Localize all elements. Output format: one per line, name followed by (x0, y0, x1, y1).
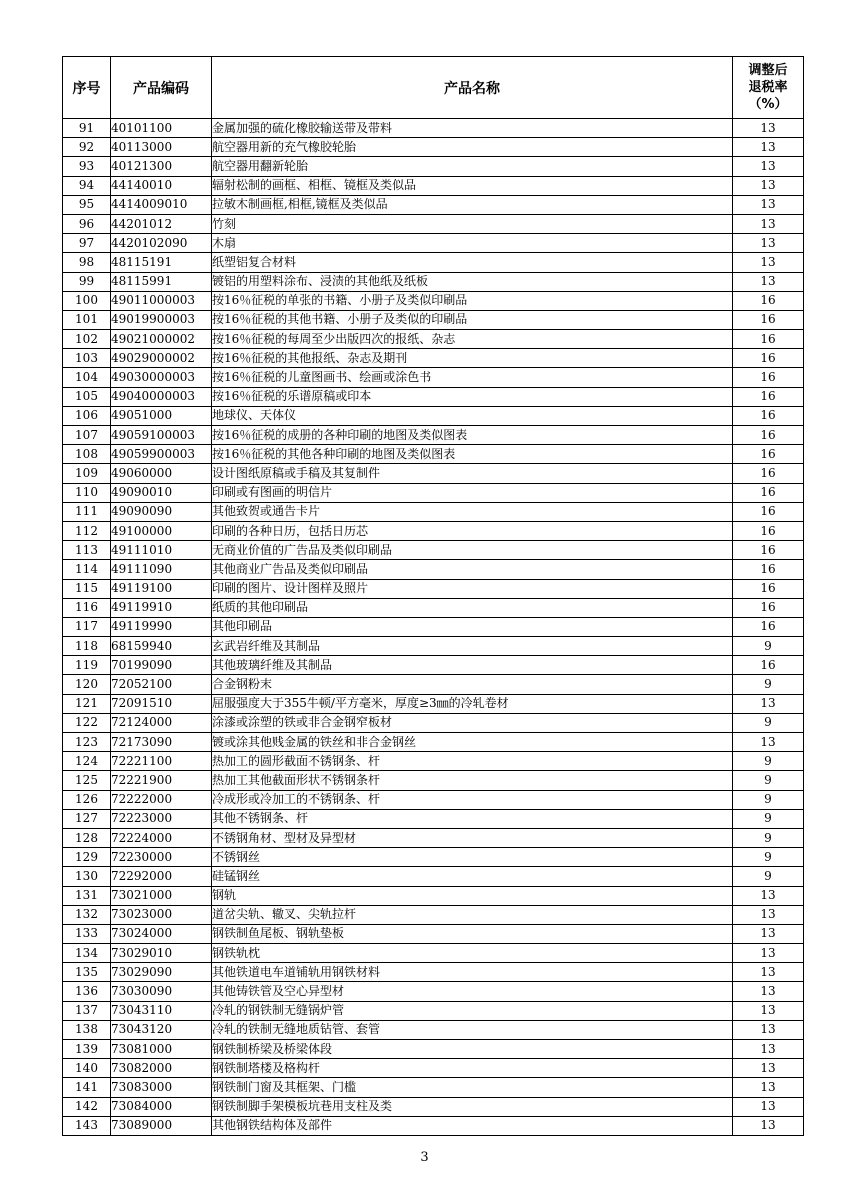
row-rate: 13 (733, 253, 804, 272)
row-name: 纸塑铝复合材料 (212, 253, 733, 272)
row-rate: 16 (733, 521, 804, 540)
table-row (63, 694, 804, 713)
row-name: 冷成形或冷加工的不锈钢条、杆 (212, 790, 733, 809)
row-code: 44140010 (111, 176, 212, 195)
table-row (63, 502, 804, 521)
row-name: 钢铁制塔楼及格构杆 (212, 1059, 733, 1078)
row-code: 49100000 (111, 521, 212, 540)
row-name: 热加工其他截面形状不锈钢条杆 (212, 771, 733, 790)
row-rate: 13 (733, 1001, 804, 1020)
table-row (63, 1097, 804, 1116)
row-rate: 9 (733, 771, 804, 790)
table-row (63, 944, 804, 963)
row-name: 其他致贺或通告卡片 (212, 502, 733, 521)
row-code: 73081000 (111, 1040, 212, 1059)
row-seq: 118 (63, 637, 111, 656)
row-code: 73024000 (111, 924, 212, 943)
row-seq: 111 (63, 502, 111, 521)
table-row (63, 828, 804, 847)
row-rate: 13 (733, 886, 804, 905)
row-seq: 107 (63, 426, 111, 445)
row-code: 72223000 (111, 809, 212, 828)
table-row (63, 541, 804, 560)
row-name: 冷轧的钢铁制无缝锅炉管 (212, 1001, 733, 1020)
row-code: 49090090 (111, 502, 212, 521)
header-row (63, 57, 804, 119)
row-name: 其他印刷品 (212, 617, 733, 636)
row-name: 木扇 (212, 234, 733, 253)
row-code: 49119100 (111, 579, 212, 598)
row-code: 70199090 (111, 656, 212, 675)
table-row (63, 790, 804, 809)
table-row (63, 809, 804, 828)
row-name: 其他玻璃纤维及其制品 (212, 656, 733, 675)
table-row (63, 637, 804, 656)
row-seq: 122 (63, 713, 111, 732)
row-seq: 104 (63, 368, 111, 387)
row-seq: 98 (63, 253, 111, 272)
table-row (63, 387, 804, 406)
row-rate: 13 (733, 1040, 804, 1059)
row-seq: 95 (63, 195, 111, 214)
row-rate: 13 (733, 694, 804, 713)
row-rate: 9 (733, 828, 804, 847)
row-name: 设计图纸原稿或手稿及其复制件 (212, 464, 733, 483)
row-seq: 108 (63, 445, 111, 464)
row-rate: 9 (733, 713, 804, 732)
row-code: 49111010 (111, 541, 212, 560)
row-code: 73021000 (111, 886, 212, 905)
row-code: 40101100 (111, 119, 212, 138)
table-row (63, 1001, 804, 1020)
row-code: 40121300 (111, 157, 212, 176)
table-row (63, 617, 804, 636)
row-name: 金属加强的硫化橡胶输送带及带料 (212, 119, 733, 138)
row-rate: 9 (733, 675, 804, 694)
row-name: 航空器用翻新轮胎 (212, 157, 733, 176)
row-code: 72221900 (111, 771, 212, 790)
table-row (63, 1059, 804, 1078)
row-seq: 126 (63, 790, 111, 809)
row-name: 按16％征税的乐谱原稿或印本 (212, 387, 733, 406)
row-code: 73029090 (111, 963, 212, 982)
row-name: 不锈钢丝 (212, 848, 733, 867)
row-code: 44201012 (111, 214, 212, 233)
row-name: 印刷的图片、设计图样及照片 (212, 579, 733, 598)
rebate-rate-table (62, 56, 804, 1136)
table-row (63, 598, 804, 617)
row-rate: 13 (733, 905, 804, 924)
row-rate: 16 (733, 560, 804, 579)
row-rate: 16 (733, 483, 804, 502)
row-rate: 13 (733, 1097, 804, 1116)
row-code: 49059100003 (111, 426, 212, 445)
row-rate: 13 (733, 982, 804, 1001)
table-row (63, 982, 804, 1001)
row-seq: 128 (63, 828, 111, 847)
table-row (63, 1020, 804, 1039)
row-name: 纸质的其他印刷品 (212, 598, 733, 617)
row-rate: 13 (733, 272, 804, 291)
row-code: 73084000 (111, 1097, 212, 1116)
row-seq: 129 (63, 848, 111, 867)
row-rate: 13 (733, 1116, 804, 1135)
table-row (63, 349, 804, 368)
row-seq: 96 (63, 214, 111, 233)
row-code: 72224000 (111, 828, 212, 847)
row-code: 49119990 (111, 617, 212, 636)
table-row (63, 963, 804, 982)
row-rate: 16 (733, 291, 804, 310)
row-name: 其他商业广告品及类似印刷品 (212, 560, 733, 579)
row-rate: 13 (733, 176, 804, 195)
table-row (63, 464, 804, 483)
row-name: 按16％征税的其他书籍、小册子及类似的印刷品 (212, 310, 733, 329)
row-seq: 115 (63, 579, 111, 598)
row-name: 印刷或有图画的明信片 (212, 483, 733, 502)
row-code: 49119910 (111, 598, 212, 617)
row-code: 49059900003 (111, 445, 212, 464)
row-name: 拉敏木制画框,相框,镜框及类似品 (212, 195, 733, 214)
row-name: 钢铁制脚手架模板坑巷用支柱及类 (212, 1097, 733, 1116)
row-code: 49040000003 (111, 387, 212, 406)
row-code: 73089000 (111, 1116, 212, 1135)
row-rate: 13 (733, 119, 804, 138)
row-seq: 110 (63, 483, 111, 502)
row-rate: 16 (733, 387, 804, 406)
row-seq: 93 (63, 157, 111, 176)
row-code: 73083000 (111, 1078, 212, 1097)
table-row (63, 138, 804, 157)
row-name: 合金钢粉末 (212, 675, 733, 694)
table-row (63, 713, 804, 732)
table-row (63, 253, 804, 272)
row-code: 49090010 (111, 483, 212, 502)
row-rate: 16 (733, 656, 804, 675)
table-row (63, 310, 804, 329)
row-name: 按16％征税的其他报纸、杂志及期刊 (212, 349, 733, 368)
table-row (63, 176, 804, 195)
row-code: 48115991 (111, 272, 212, 291)
row-name: 按16％征税的其他各种印刷的地图及类似图表 (212, 445, 733, 464)
row-seq: 109 (63, 464, 111, 483)
row-name: 不锈钢角材、型材及异型材 (212, 828, 733, 847)
row-name: 热加工的圆形截面不锈钢条、杆 (212, 752, 733, 771)
row-seq: 103 (63, 349, 111, 368)
row-seq: 97 (63, 234, 111, 253)
table-row (63, 483, 804, 502)
row-seq: 135 (63, 963, 111, 982)
row-seq: 94 (63, 176, 111, 195)
table-row (63, 1040, 804, 1059)
table-row (63, 214, 804, 233)
row-rate: 16 (733, 598, 804, 617)
table-row (63, 886, 804, 905)
row-rate: 16 (733, 368, 804, 387)
row-code: 49021000002 (111, 330, 212, 349)
row-seq: 91 (63, 119, 111, 138)
row-name: 航空器用新的充气橡胶轮胎 (212, 138, 733, 157)
table-row (63, 560, 804, 579)
row-seq: 117 (63, 617, 111, 636)
row-seq: 119 (63, 656, 111, 675)
row-code: 72052100 (111, 675, 212, 694)
row-code: 73043120 (111, 1020, 212, 1039)
row-code: 4420102090 (111, 234, 212, 253)
row-rate: 13 (733, 1078, 804, 1097)
table-row (63, 656, 804, 675)
row-seq: 133 (63, 924, 111, 943)
row-rate: 16 (733, 330, 804, 349)
row-seq: 113 (63, 541, 111, 560)
table-row (63, 119, 804, 138)
row-rate: 9 (733, 752, 804, 771)
row-seq: 136 (63, 982, 111, 1001)
header-code: 产品编码 (111, 57, 212, 119)
row-name: 无商业价值的广告品及类似印刷品 (212, 541, 733, 560)
row-rate: 16 (733, 541, 804, 560)
row-code: 68159940 (111, 637, 212, 656)
row-name: 按16％征税的儿童图画书、绘画或涂色书 (212, 368, 733, 387)
row-seq: 123 (63, 733, 111, 752)
table-row (63, 771, 804, 790)
row-code: 72091510 (111, 694, 212, 713)
row-seq: 116 (63, 598, 111, 617)
row-name: 钢铁轨枕 (212, 944, 733, 963)
header-rate (733, 57, 804, 119)
row-name: 辐射松制的画框、相框、镜框及类似品 (212, 176, 733, 195)
row-code: 49011000003 (111, 291, 212, 310)
row-rate: 16 (733, 502, 804, 521)
row-rate: 16 (733, 464, 804, 483)
table-row (63, 1116, 804, 1135)
row-code: 40113000 (111, 138, 212, 157)
table-row (63, 445, 804, 464)
table-row (63, 426, 804, 445)
row-seq: 120 (63, 675, 111, 694)
row-name: 钢轨 (212, 886, 733, 905)
row-rate: 13 (733, 138, 804, 157)
row-seq: 125 (63, 771, 111, 790)
row-code: 72173090 (111, 733, 212, 752)
row-name: 钢铁制桥梁及桥梁体段 (212, 1040, 733, 1059)
row-rate: 16 (733, 579, 804, 598)
header-rate-line1: 调整后 (748, 63, 788, 78)
row-code: 72124000 (111, 713, 212, 732)
row-rate: 16 (733, 310, 804, 329)
row-seq: 106 (63, 406, 111, 425)
header-name: 产品名称 (212, 57, 733, 119)
row-seq: 141 (63, 1078, 111, 1097)
row-seq: 121 (63, 694, 111, 713)
row-name: 道岔尖轨、辙叉、尖轨拉杆 (212, 905, 733, 924)
table-row (63, 330, 804, 349)
table-row (63, 234, 804, 253)
table-row (63, 848, 804, 867)
table-row (63, 406, 804, 425)
row-rate: 16 (733, 406, 804, 425)
row-code: 73082000 (111, 1059, 212, 1078)
row-name: 按16％征税的单张的书籍、小册子及类似印刷品 (212, 291, 733, 310)
row-seq: 142 (63, 1097, 111, 1116)
header-rate-line3: （%） (748, 97, 788, 112)
table-row (63, 521, 804, 540)
row-name: 按16％征税的每周至少出版四次的报纸、杂志 (212, 330, 733, 349)
row-code: 49019900003 (111, 310, 212, 329)
row-rate: 13 (733, 1059, 804, 1078)
row-seq: 101 (63, 310, 111, 329)
row-rate: 13 (733, 195, 804, 214)
row-rate: 16 (733, 426, 804, 445)
row-code: 73029010 (111, 944, 212, 963)
row-rate: 13 (733, 733, 804, 752)
row-code: 73023000 (111, 905, 212, 924)
row-name: 镀或涂其他贱金属的铁丝和非合金钢丝 (212, 733, 733, 752)
row-code: 49029000002 (111, 349, 212, 368)
row-seq: 139 (63, 1040, 111, 1059)
row-rate: 13 (733, 214, 804, 233)
row-seq: 114 (63, 560, 111, 579)
row-seq: 138 (63, 1020, 111, 1039)
row-rate: 16 (733, 349, 804, 368)
table-row (63, 924, 804, 943)
row-code: 49030000003 (111, 368, 212, 387)
row-rate: 13 (733, 924, 804, 943)
row-rate: 13 (733, 234, 804, 253)
row-name: 竹刻 (212, 214, 733, 233)
row-name: 涂漆或涂塑的铁或非合金钢窄板材 (212, 713, 733, 732)
row-seq: 140 (63, 1059, 111, 1078)
row-seq: 124 (63, 752, 111, 771)
row-name: 钢铁制鱼尾板、钢轨垫板 (212, 924, 733, 943)
row-code: 48115191 (111, 253, 212, 272)
table-row (63, 675, 804, 694)
row-seq: 100 (63, 291, 111, 310)
row-seq: 134 (63, 944, 111, 963)
row-rate: 13 (733, 963, 804, 982)
row-code: 72230000 (111, 848, 212, 867)
row-rate: 13 (733, 944, 804, 963)
header-seq: 序号 (63, 57, 111, 119)
row-name: 其他铁道电车道铺轨用钢铁材料 (212, 963, 733, 982)
table-row (63, 905, 804, 924)
row-code: 73043110 (111, 1001, 212, 1020)
table-row (63, 368, 804, 387)
row-seq: 132 (63, 905, 111, 924)
row-seq: 102 (63, 330, 111, 349)
row-code: 72221100 (111, 752, 212, 771)
row-code: 49060000 (111, 464, 212, 483)
row-rate: 16 (733, 617, 804, 636)
row-seq: 130 (63, 867, 111, 886)
row-name: 印刷的各种日历，包括日历芯 (212, 521, 733, 540)
table-row (63, 579, 804, 598)
row-code: 72222000 (111, 790, 212, 809)
table-row (63, 157, 804, 176)
row-code: 72292000 (111, 867, 212, 886)
row-seq: 127 (63, 809, 111, 828)
row-rate: 9 (733, 848, 804, 867)
table-row (63, 733, 804, 752)
row-rate: 9 (733, 809, 804, 828)
row-name: 钢铁制门窗及其框架、门槛 (212, 1078, 733, 1097)
row-name: 其他钢铁结构体及部件 (212, 1116, 733, 1135)
row-seq: 92 (63, 138, 111, 157)
row-name: 冷轧的铁制无缝地质钻管、套管 (212, 1020, 733, 1039)
row-name: 屈服强度大于355牛顿/平方毫米，厚度≥3㎜的冷轧卷材 (212, 694, 733, 713)
table-row (63, 291, 804, 310)
row-name: 其他不锈钢条、杆 (212, 809, 733, 828)
page-number: 3 (420, 1150, 429, 1165)
row-seq: 143 (63, 1116, 111, 1135)
row-rate: 13 (733, 1020, 804, 1039)
row-name: 地球仪、天体仪 (212, 406, 733, 425)
table-row (63, 1078, 804, 1097)
row-name: 其他铸铁管及空心异型材 (212, 982, 733, 1001)
table-body (63, 119, 804, 1136)
header-rate-line2: 退税率 (748, 80, 788, 95)
table-row (63, 752, 804, 771)
table-row (63, 272, 804, 291)
row-name: 玄武岩纤维及其制品 (212, 637, 733, 656)
table-row (63, 195, 804, 214)
row-rate: 16 (733, 445, 804, 464)
row-rate: 9 (733, 790, 804, 809)
row-seq: 137 (63, 1001, 111, 1020)
row-seq: 131 (63, 886, 111, 905)
row-rate: 9 (733, 637, 804, 656)
row-seq: 112 (63, 521, 111, 540)
row-code: 4414009010 (111, 195, 212, 214)
row-name: 硅锰钢丝 (212, 867, 733, 886)
row-rate: 9 (733, 867, 804, 886)
row-code: 73030090 (111, 982, 212, 1001)
table-row (63, 867, 804, 886)
row-name: 按16％征税的成册的各种印刷的地图及类似图表 (212, 426, 733, 445)
row-code: 49051000 (111, 406, 212, 425)
row-code: 49111090 (111, 560, 212, 579)
row-seq: 99 (63, 272, 111, 291)
row-seq: 105 (63, 387, 111, 406)
row-name: 镀铝的用塑料涂布、浸渍的其他纸及纸板 (212, 272, 733, 291)
row-rate: 13 (733, 157, 804, 176)
